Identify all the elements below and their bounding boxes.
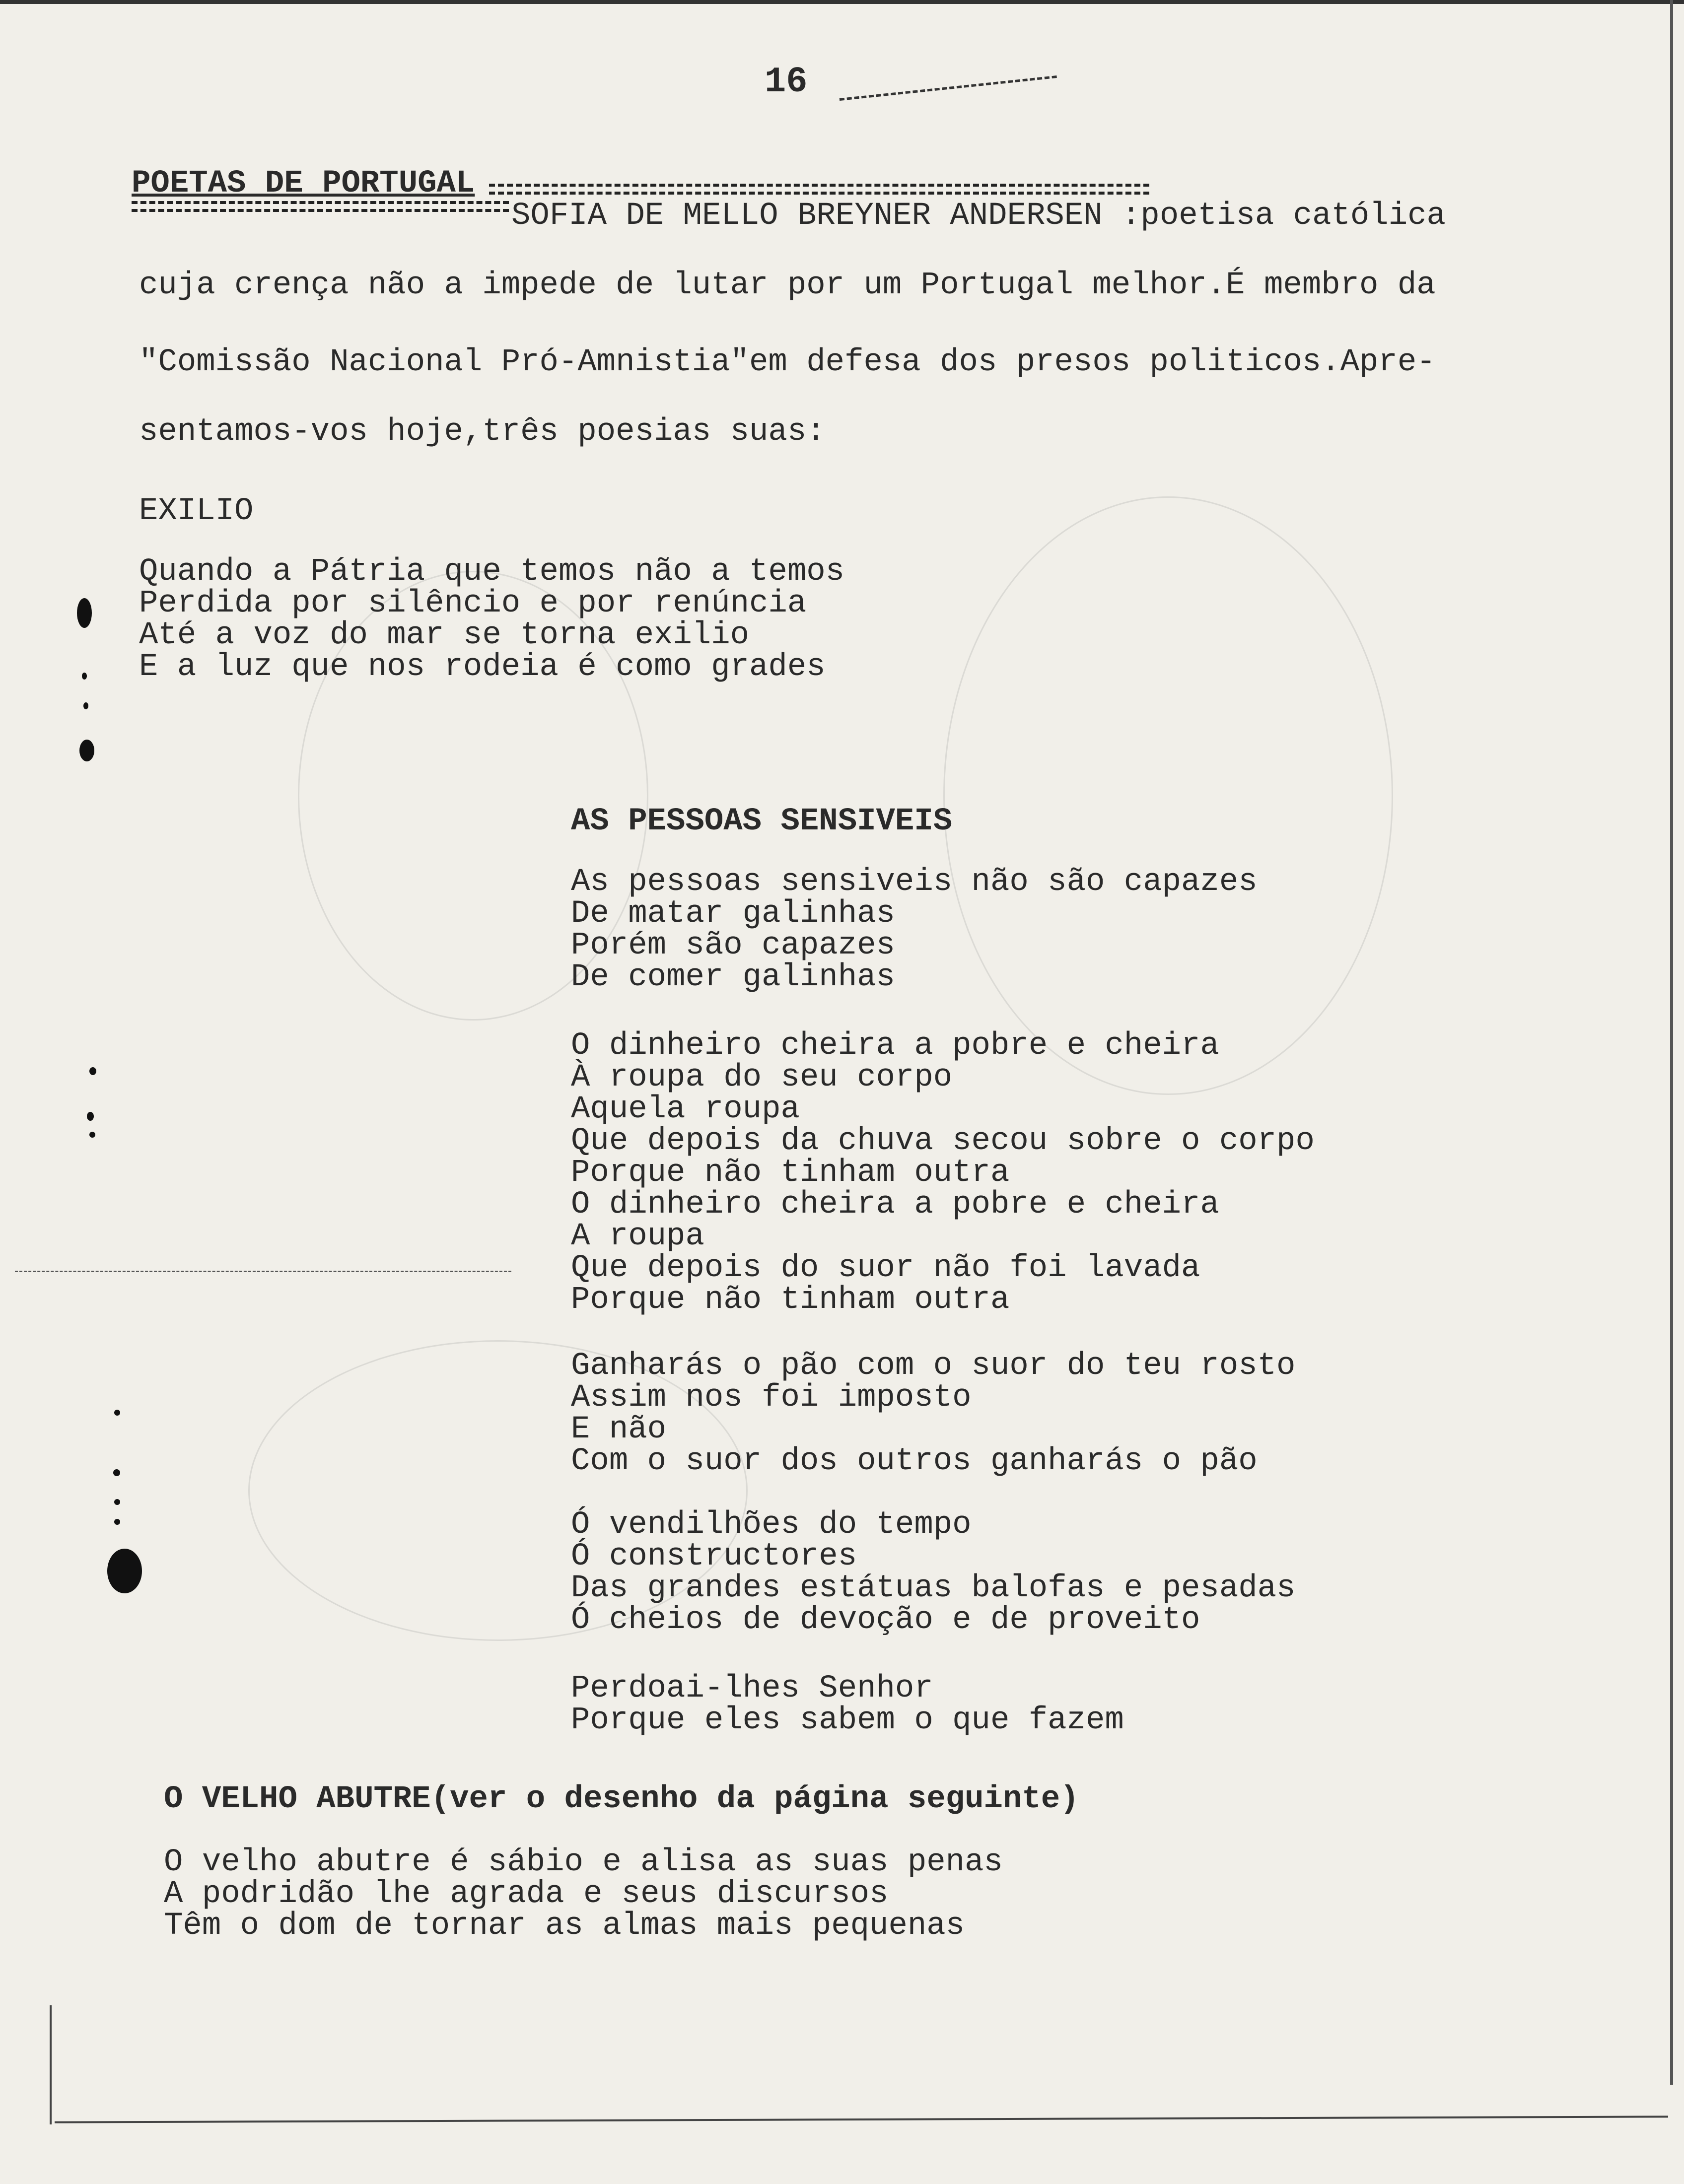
poem-line: À roupa do seu corpo	[571, 1060, 953, 1095]
page-top-edge	[0, 0, 1684, 4]
poem-line: As pessoas sensiveis não são capazes	[571, 864, 1258, 900]
intro-line: SOFIA DE MELLO BREYNER ANDERSEN :poetisa católica	[511, 198, 1446, 234]
poem-abutre	[164, 1846, 1003, 1942]
poem-line: E não	[571, 1412, 667, 1447]
margin-mark	[82, 673, 87, 680]
stanza	[571, 866, 1258, 993]
poem-line: A roupa	[571, 1219, 704, 1254]
poem-line: Que depois do suor não foi lavada	[571, 1250, 1200, 1286]
margin-mark	[89, 1067, 96, 1075]
poem-line: E a luz que nos rodeia é como grades	[139, 649, 826, 685]
poem-line: Ó cheios de devoção e de proveito	[571, 1602, 1200, 1638]
poem-line: Porque eles sabem o que fazem	[571, 1703, 1124, 1738]
poem-line: O dinheiro cheira a pobre e cheira	[571, 1028, 1219, 1064]
poem-line: De comer galinhas	[571, 959, 895, 995]
poem-title-abutre: O VELHO ABUTRE(ver o desenho da página seguinte)	[164, 1781, 1079, 1817]
margin-mark	[107, 1549, 142, 1593]
margin-mark	[114, 1519, 120, 1525]
stanza	[571, 1673, 1124, 1736]
poem-line: Ó vendilhões do tempo	[571, 1507, 972, 1543]
intro-line: "Comissão Nacional Pró-Amnistia"em defesa dos presos politicos.Apre-	[139, 344, 1436, 380]
poem-line: Até a voz do mar se torna exilio	[139, 617, 749, 653]
poem-line: De matar galinhas	[571, 896, 895, 932]
margin-mark	[113, 1469, 120, 1476]
page-left-edge	[50, 2005, 52, 2124]
page-right-edge	[1670, 0, 1673, 2085]
margin-mark	[77, 598, 92, 628]
stanza	[571, 1030, 1315, 1316]
poem-line: Que depois da chuva secou sobre o corpo	[571, 1123, 1315, 1159]
margin-mark	[114, 1410, 120, 1416]
poem-exilio	[139, 556, 844, 683]
poem-line: Aquela roupa	[571, 1092, 800, 1127]
bleed-through-shape	[943, 496, 1393, 1095]
stanza	[571, 1350, 1295, 1477]
margin-mark	[87, 1112, 94, 1121]
poem-line: O dinheiro cheira a pobre e cheira	[571, 1187, 1219, 1223]
margin-mark	[114, 1499, 120, 1505]
poem-line: Porém são capazes	[571, 928, 895, 963]
page-bottom-edge	[55, 2116, 1668, 2123]
heading-rule	[132, 201, 509, 212]
section-title: POETAS DE PORTUGAL	[132, 166, 475, 202]
poem-line: Quando a Pátria que temos não a temos	[139, 554, 845, 590]
page-number: 16	[765, 62, 808, 102]
poem-title-sensiveis: AS PESSOAS SENSIVEIS	[571, 804, 953, 839]
poem-line: Ganharás o pão com o suor do teu rosto	[571, 1348, 1296, 1384]
poem-line: Porque não tinham outra	[571, 1282, 1010, 1318]
intro-line: cuja crença não a impede de lutar por um Portugal melhor.É membro da	[139, 268, 1436, 303]
poem-line: Perdoai-lhes Senhor	[571, 1671, 933, 1706]
poem-line: Perdida por silêncio e por renúncia	[139, 586, 807, 621]
poem-line: Ó constructores	[571, 1539, 857, 1574]
margin-mark	[79, 740, 94, 761]
margin-mark	[89, 1132, 95, 1138]
heading-rule	[489, 184, 1149, 195]
page-number-underline	[840, 75, 1057, 103]
poem-line: Porque não tinham outra	[571, 1155, 1010, 1191]
poem-line: O velho abutre é sábio e alisa as suas penas	[164, 1844, 1003, 1880]
margin-mark	[83, 702, 88, 709]
stanza	[571, 1509, 1295, 1636]
poem-line: Assim nos foi imposto	[571, 1380, 972, 1416]
stray-dash-line	[15, 1271, 511, 1272]
poem-line: Com o suor dos outros ganharás o pão	[571, 1443, 1258, 1479]
poem-title-exilio: EXILIO	[139, 493, 254, 529]
intro-line: sentamos-vos hoje,três poesias suas:	[139, 414, 826, 450]
poem-line: Das grandes estátuas balofas e pesadas	[571, 1570, 1296, 1606]
poem-line: A podridão lhe agrada e seus discursos	[164, 1876, 889, 1912]
poem-line: Têm o dom de tornar as almas mais pequenas	[164, 1908, 965, 1944]
